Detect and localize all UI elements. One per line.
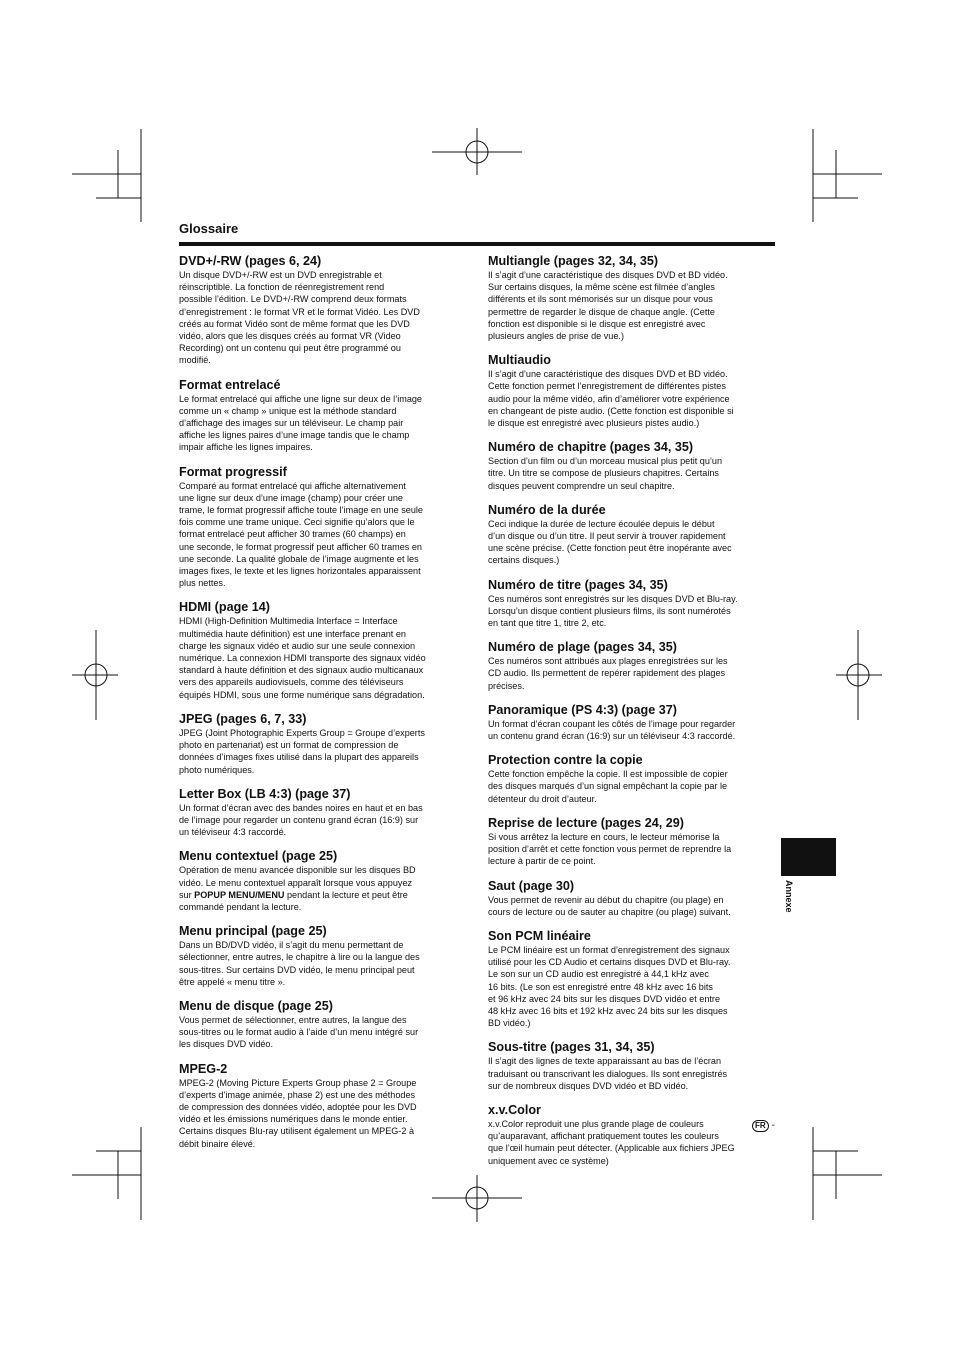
definition-line: fois comme une trame unique. Ceci signifie qu’alors que le xyxy=(179,517,415,528)
definition-line: affiche les lignes paires d’une image tandis que le champ xyxy=(179,430,410,441)
definition-line: d’affichage des images sur un téléviseur. Le champ pair xyxy=(179,418,404,429)
definition-line: photo numériques. xyxy=(179,764,255,775)
definition-line: Le PCM linéaire est un format d’enregistrement des signaux xyxy=(488,944,730,955)
definition-line-suffix: pendant la lecture et peut être xyxy=(284,889,408,900)
glossary-definition xyxy=(488,269,774,342)
definition-line: Section d’un film ou d’un morceau musical plus petit qu’un xyxy=(488,456,723,467)
definition-line: d’experts d’image animée, phase 2) est une des méthodes xyxy=(179,1089,416,1100)
glossary-term: Format progressif xyxy=(179,464,287,479)
glossary-definition xyxy=(179,802,465,839)
definition-line: les disques DVD vidéo. xyxy=(179,1039,274,1050)
glossary-term: Format entrelacé xyxy=(179,377,281,392)
glossary-definition xyxy=(488,368,774,429)
definition-line: d’un disque ou d’un titre. Il peut servir à trouver rapidement xyxy=(488,531,726,542)
glossary-term: Menu de disque (page 25) xyxy=(179,998,333,1013)
glossary-entry xyxy=(179,787,465,839)
definition-line: qu’auparavant, affichant pratiquement toutes les couleurs xyxy=(488,1131,719,1142)
definition-line: HDMI (High-Definition Multimedia Interface = Interface xyxy=(179,616,398,627)
glossary-term: Panoramique (PS 4:3) (page 37) xyxy=(488,702,677,717)
definition-line: précises. xyxy=(488,680,525,691)
definition-line: JPEG (Joint Photographic Experts Group = Groupe d’experts xyxy=(179,727,425,738)
glossary-entry xyxy=(488,929,774,1029)
glossary-term: Multiangle (pages 32, 34, 35) xyxy=(488,254,659,268)
definition-line: MPEG-2 (Moving Picture Experts Group phase 2 = Groupe xyxy=(179,1077,417,1088)
section-tab xyxy=(781,838,836,876)
definition-line: trame, le format progressif affiche toute l’image en une seule xyxy=(179,505,423,516)
glossary-definition xyxy=(488,593,774,630)
definition-line: certains disques.) xyxy=(488,555,560,566)
definition-line: en tant que titre 1, titre 2, etc. xyxy=(488,618,607,629)
glossary-term: Numéro de plage (pages 34, 35) xyxy=(488,640,677,655)
definition-line: comme un « champ » unique est la méthode standard xyxy=(179,405,397,416)
definition-line: débit binaire élevé. xyxy=(179,1138,256,1149)
glossary-term: HDMI (page 14) xyxy=(179,600,270,615)
definition-line: format entrelacé peut afficher 30 trames (60 champs) en xyxy=(179,529,406,540)
definition-line: charge les signaux vidéo et audio sur une seule connexion xyxy=(179,640,416,651)
definition-line: sélectionner, entre autres, le chapitre à lire ou la langue des xyxy=(179,952,420,963)
definition-line: Vous permet de revenir au début du chapitre (ou plage) en xyxy=(488,894,724,905)
glossary-definition xyxy=(179,393,465,454)
glossary-entry xyxy=(179,254,465,367)
glossary-entry xyxy=(488,254,774,342)
page-title: Glossaire xyxy=(179,221,239,236)
definition-line: Le format entrelacé qui affiche une ligne sur deux de l’image xyxy=(179,393,422,404)
definition-line: images fixes, le texte et les lignes horizontales apparaissent xyxy=(179,566,421,577)
glossary-term: Letter Box (LB 4:3) (page 37) xyxy=(179,786,351,801)
glossary-entry xyxy=(488,440,774,492)
definition-line: Certains disques Blu-ray utilisent également un MPEG-2 à xyxy=(179,1126,415,1137)
definition-line: BD vidéo.) xyxy=(488,1018,531,1029)
section-tab-label: Annexe xyxy=(784,880,794,913)
definition-line: fonction est disponible si le disque est enregistré avec xyxy=(488,318,706,329)
definition-line: vidéo et les émissions numériques dans le monde entier. xyxy=(179,1114,408,1125)
glossary-term: Saut (page 30) xyxy=(488,878,575,893)
definition-line: Sur certains disques, la même scène est filmée d’angles xyxy=(488,282,715,293)
glossary-entry xyxy=(179,999,465,1051)
definition-line: être appelé « menu titre ». xyxy=(179,976,286,987)
definition-line: sur de nombreux disques DVD vidéo et BD vidéo. xyxy=(488,1080,689,1091)
definition-line: en changeant de piste audio. (Cette fonction est disponible si xyxy=(488,405,734,416)
definition-line: Il s’agit des lignes de texte apparaissant au bas de l’écran xyxy=(488,1056,722,1067)
definition-line: vidéo. Le menu contextuel apparaît lorsque vous appuyez xyxy=(179,877,413,888)
definition-line: standard à haute définition et des signaux audio multicanaux xyxy=(179,665,424,676)
glossary-right-column xyxy=(488,254,774,1178)
glossary-definition xyxy=(488,718,774,742)
definition-line: numérique. La connexion HDMI transporte des signaux vidéo xyxy=(179,653,426,664)
definition-line: Lorsqu’un disque contient plusieurs films, ils sont numérotés xyxy=(488,605,731,616)
definition-line: que l’œil humain peut détecter. (Applicable aux fichiers JPEG xyxy=(488,1143,735,1154)
definition-line-prefix: sur xyxy=(179,889,195,900)
glossary-term: Sous-titre (pages 31, 34, 35) xyxy=(488,1040,655,1055)
definition-line: audio pour la même vidéo, afin d’améliorer votre expérience xyxy=(488,393,730,404)
glossary-entry xyxy=(179,600,465,700)
definition-line: vidéo, alors que les disques créés au format VR (Video xyxy=(179,331,401,342)
glossary-entry xyxy=(488,1040,774,1092)
definition-line: uniquement avec ce système) xyxy=(488,1155,609,1166)
page-footer xyxy=(752,1120,775,1132)
definition-line: possible l’édition. Le DVD+/-RW comprend deux formats xyxy=(179,294,407,305)
glossary-term: JPEG (pages 6, 7, 33) xyxy=(179,711,307,726)
glossary-entry xyxy=(179,924,465,988)
glossary-definition xyxy=(179,939,465,988)
glossary-definition xyxy=(179,615,465,700)
definition-line: Dans un BD/DVD vidéo, il s’agit du menu permettant de xyxy=(179,940,404,951)
definition-line: Si vous arrêtez la lecture en cours, le lecteur mémorise la xyxy=(488,831,720,842)
definition-line: Il s’agit d’une caractéristique des disques DVD et BD vidéo. xyxy=(488,270,728,280)
definition-line: impair affiche les lignes impaires. xyxy=(179,442,313,453)
page-marker: - xyxy=(771,1120,776,1131)
definition-line: détenteur du droit d’auteur. xyxy=(488,793,597,804)
definition-line: multimédia haute définition) est une interface prenant en xyxy=(179,628,406,639)
definition-line: un téléviseur 4:3 raccordé. xyxy=(179,827,287,838)
definition-line: photo en partenariat) est un format de compression de xyxy=(179,740,399,751)
glossary-entry xyxy=(488,503,774,567)
definition-line: de compression des données vidéo, adoptée pour les DVD xyxy=(179,1101,417,1112)
glossary-entry xyxy=(179,849,465,913)
definition-line: lecture à partir de ce point. xyxy=(488,856,596,867)
glossary-term: MPEG-2 xyxy=(179,1061,228,1076)
definition-line: Cette fonction empêche la copie. Il est impossible de copier xyxy=(488,769,728,780)
definition-line: le disque est enregistré avec plusieurs pistes audio.) xyxy=(488,418,700,429)
definition-line: sous-titres ou le format audio à l’aide d’un menu intégré sur xyxy=(179,1027,419,1038)
definition-line: une seconde. La qualité globale de l’image augmente et les xyxy=(179,553,419,564)
definition-line: un contenu grand écran (16:9) sur un téléviseur 4:3 raccordé. xyxy=(488,731,736,742)
glossary-term: Son PCM linéaire xyxy=(488,928,591,943)
definition-line: Opération de menu avancée disponible sur les disques BD xyxy=(179,865,416,876)
glossary-entry xyxy=(488,1103,774,1167)
definition-line: modifié. xyxy=(179,355,211,366)
definition-line: vers des appareils audiovisuels, comme des téléviseurs xyxy=(179,677,404,688)
glossary-definition xyxy=(179,727,465,776)
language-badge: FR xyxy=(752,1120,769,1132)
definition-line: CD audio. Ils permettent de repérer rapidement des plages xyxy=(488,668,726,679)
definition-line: des disques marqués d’un signal empêchant la copie par le xyxy=(488,781,728,792)
definition-line: Un disque DVD+/-RW est un DVD enregistrable et xyxy=(179,270,382,280)
glossary-entry xyxy=(488,353,774,429)
definition-line: Un format d’écran avec des bandes noires en haut et en bas xyxy=(179,802,423,813)
definition-line: Vous permet de sélectionner, entre autres, la langue des xyxy=(179,1014,407,1025)
glossary-term: Numéro de chapitre (pages 34, 35) xyxy=(488,440,694,455)
glossary-definition xyxy=(179,864,465,913)
glossary-term: Numéro de la durée xyxy=(488,502,606,517)
glossary-term: DVD+/-RW (pages 6, 24) xyxy=(179,254,322,268)
glossary-definition xyxy=(488,944,774,1029)
glossary-left-column xyxy=(179,254,465,1161)
glossary-definition xyxy=(179,269,465,367)
glossary-definition xyxy=(488,768,774,805)
glossary-entry xyxy=(488,578,774,630)
definition-line: x.v.Color reproduit une plus grande plage de couleurs xyxy=(488,1118,704,1129)
definition-line: Ces numéros sont attribués aux plages enregistrées sur les xyxy=(488,656,728,667)
definition-line: Ceci indique la durée de lecture écoulée depuis le début xyxy=(488,518,715,529)
definition-line: données d’images fixes utilisé dans la plupart des appareils xyxy=(179,752,419,763)
definition-line: Un format d’écran coupant les côtés de l’image pour regarder xyxy=(488,718,736,729)
glossary-definition xyxy=(488,518,774,567)
definition-line: permettre de regarder le disque de chaque angle. (Cette xyxy=(488,306,715,317)
glossary-definition xyxy=(488,1118,774,1167)
definition-line: réinscriptible. La fonction de réenregistrement rend xyxy=(179,282,385,293)
glossary-definition xyxy=(488,1055,774,1092)
definition-line: 16 bits. (Le son est enregistré entre 48 kHz avec 16 bits xyxy=(488,981,713,992)
glossary-entry xyxy=(488,816,774,868)
glossary-entry xyxy=(179,1062,465,1150)
definition-line: traduisant ou transcrivant les dialogues. Ils sont enregistrés xyxy=(488,1068,728,1079)
definition-line: cours de lecture ou de sauter au chapitre (ou plage) suivant. xyxy=(488,906,731,917)
definition-line: une ligne sur deux d’une image (champ) pour créer une xyxy=(179,492,403,503)
definition-line: d’enregistrement : le format VR et le format Vidéo. Les DVD xyxy=(179,306,420,317)
definition-line: plusieurs angles de prise de vue.) xyxy=(488,331,624,342)
definition-line: plus nettes. xyxy=(179,578,226,589)
definition-line: Cette fonction permet l’enregistrement de différentes pistes xyxy=(488,381,726,392)
definition-line: Recording) ont un contenu qui peut être programmé ou xyxy=(179,343,401,354)
glossary-definition xyxy=(179,1014,465,1051)
glossary-entry xyxy=(488,640,774,692)
glossary-definition xyxy=(179,480,465,590)
glossary-entry xyxy=(179,465,465,590)
glossary-term: Multiaudio xyxy=(488,353,551,368)
definition-line: utilisé pour les CD Audio et certains disques DVD et Blu-ray. xyxy=(488,957,731,968)
glossary-entry xyxy=(179,712,465,776)
definition-line: Comparé au format entrelacé qui affiche alternativement xyxy=(179,480,406,491)
definition-line: et 96 kHz avec 24 bits sur les disques DVD vidéo et entre xyxy=(488,993,721,1004)
button-name: POPUP MENU/MENU xyxy=(194,889,285,900)
definition-line: créés au format Vidéo sont de même format que les DVD xyxy=(179,318,410,329)
definition-line: commandé pendant la lecture. xyxy=(179,901,302,912)
definition-line: une scène précise. (Cette fonction peut être inopérante avec xyxy=(488,543,732,554)
glossary-definition xyxy=(488,831,774,868)
glossary-term: Numéro de titre (pages 34, 35) xyxy=(488,577,668,592)
glossary-definition xyxy=(488,894,774,918)
glossary-term: Reprise de lecture (pages 24, 29) xyxy=(488,815,684,830)
definition-line: différents et ils sont mémorisés sur un disque pour vous xyxy=(488,294,713,305)
glossary-definition xyxy=(488,455,774,492)
glossary-entry xyxy=(488,753,774,805)
glossary-term: Protection contre la copie xyxy=(488,753,643,768)
glossary-entry xyxy=(179,378,465,454)
definition-line: une seconde, le format progressif peut afficher 60 trames en xyxy=(179,541,422,552)
glossary-entry xyxy=(488,703,774,742)
glossary-term: x.v.Color xyxy=(488,1102,541,1117)
title-rule xyxy=(179,242,775,246)
definition-line: de l’image pour regarder un contenu grand écran (16:9) sur xyxy=(179,814,419,825)
definition-line: Ces numéros sont enregistrés sur les disques DVD et Blu-ray. xyxy=(488,593,738,604)
glossary-entry xyxy=(488,879,774,918)
glossary-term: Menu principal (page 25) xyxy=(179,924,327,939)
definition-line: Il s’agit d’une caractéristique des disques DVD et BD vidéo. xyxy=(488,369,728,380)
glossary-definition xyxy=(179,1077,465,1150)
definition-line: 48 kHz avec 16 bits et 192 kHz avec 24 bits sur les disques xyxy=(488,1005,728,1016)
definition-line: sous-titres. Sur certains DVD vidéo, le menu principal peut xyxy=(179,964,415,975)
glossary-definition xyxy=(488,655,774,692)
definition-line: disques peuvent comprendre un seul chapitre. xyxy=(488,480,675,491)
definition-line: équipés HDMI, sous une forme numérique sans dégradation. xyxy=(179,689,425,700)
definition-line: Le son sur un CD audio est enregistré à 44,1 kHz avec xyxy=(488,969,709,980)
glossary-term: Menu contextuel (page 25) xyxy=(179,849,338,864)
definition-line: position d’arrêt et cette fonction vous permet de reprendre la xyxy=(488,844,732,855)
definition-line: titre. Un titre se compose de plusieurs chapitres. Certains xyxy=(488,468,719,479)
